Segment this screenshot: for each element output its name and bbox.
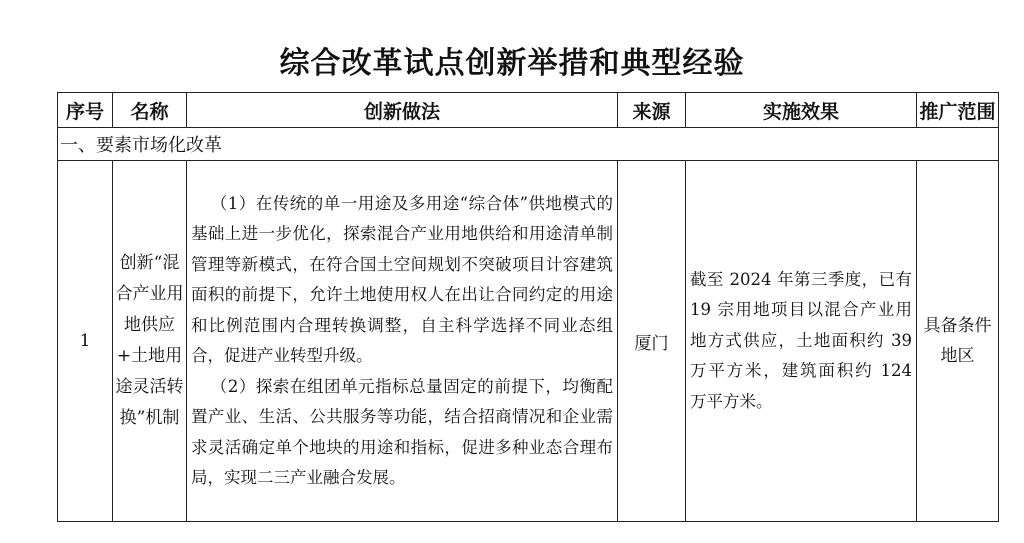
row-method	[187, 161, 618, 522]
header-effect: 实施效果	[686, 93, 917, 128]
row-name: 创新“混合产业用地供应+土地用途灵活转换”机制	[113, 161, 187, 522]
table-row	[58, 161, 999, 522]
row-scope: 具备条件地区	[917, 161, 999, 522]
header-source: 来源	[618, 93, 686, 128]
row-effect: 截至 2024 年第三季度，已有 19 宗用地项目以混合产业用地方式供应，土地面积约 39 万平方米，建筑面积约 124 万平方米。	[686, 161, 917, 522]
header-row	[58, 93, 999, 128]
header-scope: 推广范围	[917, 93, 999, 128]
method-paragraph-2: （2）探索在组团单元指标总量固定的前提下，均衡配置产业、生活、公共服务等功能，结合招商情况和企业需求灵活确定单个地块的用途和指标，促进多种业态合理布局，实现二三产业融合发展。	[191, 376, 613, 487]
row-number: 1	[58, 161, 113, 522]
section-label: 一、要素市场化改革	[58, 128, 999, 161]
method-paragraph-1: （1）在传统的单一用途及多用途“综合体”供地模式的基础上进一步优化，探索混合产业用地供给和用途清单制管理等新模式，在符合国土空间规划不突破项目计容建筑面积的前提下，允许土地使用权人在出让合同约定的用途和比例范围内合理转换调整，自主科学选择不同业态组合，促进产业转型升级。	[191, 193, 613, 365]
section-row	[58, 128, 999, 161]
header-method: 创新做法	[187, 93, 618, 128]
header-no: 序号	[58, 93, 113, 128]
document-title: 综合改革试点创新举措和典型经验	[279, 46, 745, 81]
row-source: 厦门	[618, 161, 686, 522]
header-name: 名称	[113, 93, 187, 128]
measures-table	[57, 92, 999, 522]
